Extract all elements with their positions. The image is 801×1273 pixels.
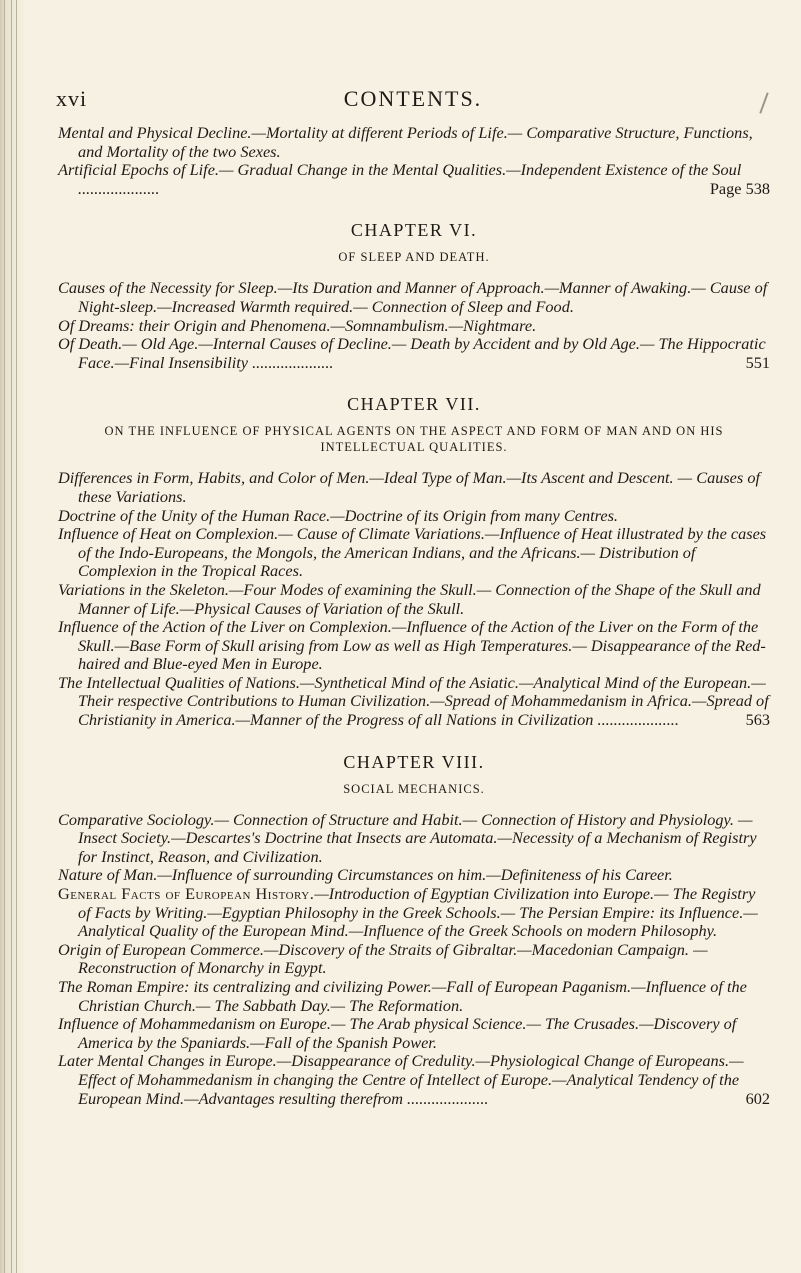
- running-head: [56, 86, 770, 110]
- contents-entry: Nature of Man.—Influence of surrounding Circumstances on him.—Definiteness of his Career.: [58, 865, 673, 885]
- contents-entry: The Roman Empire: its centralizing and civilizing Power.—Fall of European Paganism.—Influence of the Christian Church.— The Sabbath Day.— The Reformation.: [58, 977, 747, 1015]
- binding-line: [4, 0, 5, 1273]
- entry-text: Later Mental Changes in Europe.—Disappearance of Credulity.—Physiological Change of Europeans.—Effect of Mohammedanism in changing the Centre of Intellect of Europe.—Analytical Tendency of the European Mind.—Advantages resulting therefrom ....................: [58, 1051, 744, 1108]
- entry-text: —Introduction of Egyptian Civilization into Europe.— The Registry of Facts by Writing.—Egyptian Philosophy in the Greek Schools.— The Persian Empire: its Influence.—Analytical Quality of the European Mind.—Influence of the Greek Schools on modern Philosophy.: [78, 884, 758, 941]
- small-caps-heading: General Facts of European History.: [58, 884, 315, 904]
- contents-entry: Influence of Heat on Complexion.— Cause of Climate Variations.—Influence of Heat illustrated by the cases of the Indo-Europeans, the Mongols, the American Indians, and the Africans.— Distribution of Complexion in the Tropical Races.: [58, 524, 767, 581]
- contents-entry-last: [58, 1052, 770, 1108]
- binding-line: [16, 0, 17, 1273]
- chapter-title: CHAPTER VI.: [350, 220, 478, 241]
- contents-entry: Doctrine of the Unity of the Human Race.—Doctrine of its Origin from many Centres.: [58, 505, 618, 525]
- contents-entry: Mental and Physical Decline.—Mortality at different Periods of Life.— Comparative Structure, Functions, and Mortality of the two Sexes.: [58, 123, 753, 161]
- contents-entry: Variations in the Skeleton.—Four Modes of examining the Skull.— Connection of the Shape of the Skull and Manner of Life.—Physical Causes of Variation of the Skull.: [58, 579, 761, 618]
- contents-entry: Influence of Mohammedanism on Europe.— The Arab physical Science.— The Crusades.—Discovery of America by the Spaniards.—Fall of the Spanish Power.: [58, 1014, 737, 1052]
- contents-entry-last: [58, 335, 770, 372]
- chapter-title: CHAPTER VII.: [347, 394, 481, 415]
- contents-entry: Of Dreams: their Origin and Phenomena.—Somnambulism.—Nightmare.: [58, 315, 537, 335]
- contents-entry: Comparative Sociology.— Connection of Structure and Habit.— Connection of History and Physiology. — Insect Society.—Descartes's Doctrine that Insects are Automata.—Necessity of a Mechanism of Registry for Instinct, Reason, and Civilization.: [58, 809, 757, 866]
- entry-text: Artificial Epochs of Life.— Gradual Change in the Mental Qualities.—Independent Existence of the Soul ....................: [58, 160, 742, 198]
- running-title: CONTENTS.: [343, 86, 483, 111]
- contents-body: [58, 124, 770, 1108]
- page-folio: xvi: [56, 86, 88, 111]
- entry-text: The Intellectual Qualities of Nations.—Synthetical Mind of the Asiatic.—Analytical Mind of the European.— Their respective Contributions to Human Civilization.—Spread of Mohammedanism in Africa.—Spread of Christianity in America.—Manner of the Progress of all Nations in Civilization ....................: [58, 672, 769, 730]
- contents-entry-general-facts: [58, 885, 770, 941]
- page-number: Page 538: [709, 178, 770, 198]
- contents-entry-last: [58, 674, 770, 730]
- contents-entry: Origin of European Commerce.—Discovery of the Straits of Gibraltar.—Macedonian Campaign. —Reconstruction of Monarchy in Egypt.: [58, 939, 708, 978]
- contents-entry-last: [58, 161, 770, 198]
- entry-text: Of Death.— Old Age.—Internal Causes of Decline.— Death by Accident and by Old Age.— The Hippocratic Face.—Final Insensibility ....................: [58, 334, 766, 372]
- chapter-title: CHAPTER VIII.: [343, 751, 485, 772]
- page-number: 602: [745, 1088, 770, 1108]
- page-number: 563: [745, 710, 770, 730]
- chapter-subtitle: SOCIAL MECHANICS.: [343, 781, 485, 796]
- page-number: 551: [745, 352, 770, 372]
- contents-entry: Influence of the Action of the Liver on Complexion.—Influence of the Action of the Liver on the Form of the Skull.—Base Form of Skull arising from Low as well as High Temperatures.— Disappearance of the Red-haired and Blue-eyed Men in Europe.: [58, 617, 766, 674]
- contents-entry: Causes of the Necessity for Sleep.—Its Duration and Manner of Approach.—Manner of Awaking.— Cause of Night-sleep.—Increased Warmth required.— Connection of Sleep and Food.: [58, 278, 768, 316]
- binding-line: [11, 0, 12, 1273]
- chapter-subtitle: ON THE INFLUENCE OF PHYSICAL AGENTS ON THE ASPECT AND FORM OF MAN AND ON HIS INTELLECTUAL QUALITIES.: [104, 424, 724, 455]
- contents-entry: Differences in Form, Habits, and Color of Men.—Ideal Type of Man.—Its Ascent and Descent. — Causes of these Variations.: [58, 468, 760, 506]
- chapter-subtitle: OF SLEEP AND DEATH.: [338, 250, 490, 265]
